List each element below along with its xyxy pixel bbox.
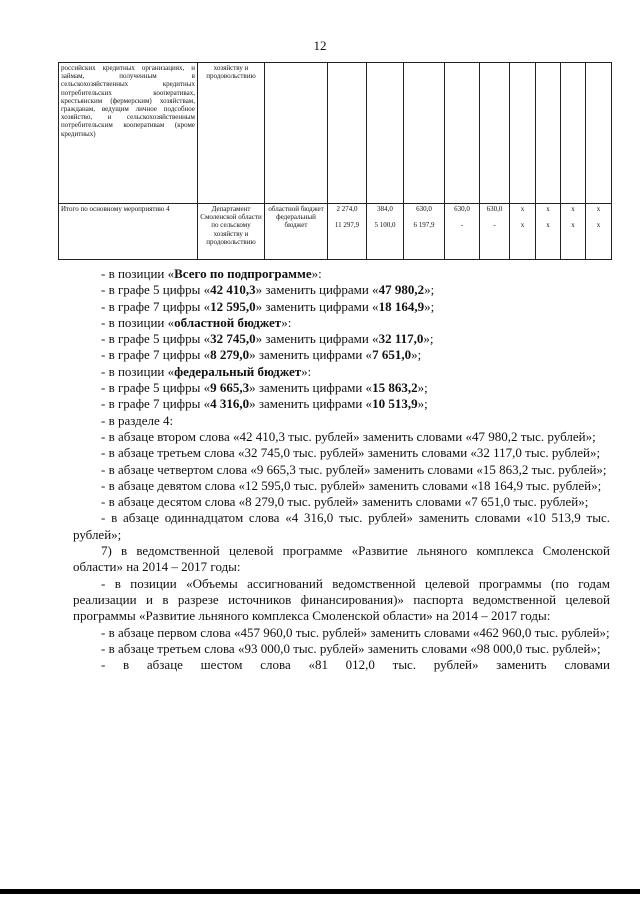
value-cell: 2 274,0 [336, 205, 358, 213]
value-cell: х [571, 221, 575, 229]
value-cell: х [546, 221, 550, 229]
text-line: - в графе 5 цифры «9 665,3» заменить цифрами «15 863,2»; [101, 380, 428, 396]
paragraph: - в абзаце четвертом слова «9 665,3 тыс. рублей» заменить словами «15 863,2 тыс. рублей»; [101, 461, 607, 477]
paragraph: - в абзаце шестом слова «81 012,0 тыс. рублей» заменить словами [101, 657, 610, 673]
paragraph: - в абзаце втором слова «42 410,3 тыс. рублей» заменить словами «47 980,2 тыс. рублей»; [101, 428, 596, 444]
text-line: - в графе 5 цифры «42 410,3» заменить цифрами «47 980,2»; [101, 282, 435, 298]
value-cell: х [520, 221, 525, 229]
value-cell: х [571, 205, 575, 213]
value-cell: - [460, 221, 464, 229]
text-line: - в позиции «федеральный бюджет»: [101, 363, 312, 379]
executor-cell: Департамент Смоленской области по сельскому хозяйству и продовольствию [198, 204, 265, 260]
value-cell: х [546, 205, 550, 213]
paragraph: - в абзаце десятом слова «8 279,0 тыс. рублей» заменить словами «7 651,0 тыс. рублей»; [101, 494, 589, 510]
text-line: - в графе 7 цифры «8 279,0» заменить цифрами «7 651,0»; [101, 347, 422, 363]
paragraph: - в абзаце одиннадцатом слова «4 316,0 тыс. рублей» заменить словами «10 513,9 тыс. рублей»; [73, 510, 610, 542]
amendment-text [73, 266, 610, 673]
value-cell: 5 100,0 [374, 221, 396, 229]
value-cell: - [493, 221, 496, 229]
paragraph: - в абзаце первом слова «457 960,0 тыс. рублей» заменить словами «462 960,0 тыс. рублей»; [101, 624, 610, 640]
source-cell [265, 204, 328, 260]
text-line: - в позиции «областной бюджет»: [101, 314, 292, 330]
text-line: - в графе 5 цифры «32 745,0» заменить цифрами «32 117,0»; [101, 331, 434, 347]
text-line: - в позиции «Всего по подпрограмме»: [101, 266, 322, 281]
value-cell: х [596, 221, 601, 229]
value-cell: 630,0 [416, 205, 432, 213]
paragraph: - в позиции «Объемы ассигнований ведомственной целевой программы (по годам реализации и в разрезе источников финансирования)» паспорта ведомственной целевой программы «Развитие льняного комплекса Смоленской области» на 2014 – 2017 годы: [73, 575, 610, 624]
page-number: 12 [313, 38, 327, 53]
text-line: - в графе 7 цифры «12 595,0» заменить цифрами «18 164,9»; [101, 298, 435, 314]
total-label: Итого по основному мероприятию 4 [59, 204, 198, 260]
value-cell: 6 197,9 [413, 221, 435, 229]
paragraph: - в абзаце девятом слова «12 595,0 тыс. рублей» заменить словами «18 164,9 тыс. рублей»; [101, 477, 602, 493]
source-regional: областной бюджет [268, 205, 324, 213]
paragraph: - в абзаце третьем слова «93 000,0 тыс. рублей» заменить словами «98 000,0 тыс. рублей»; [101, 640, 601, 656]
value-cell: х [596, 205, 601, 213]
value-cell: х [520, 205, 525, 213]
table-row [59, 204, 612, 260]
value-cell: 630,0 [486, 205, 503, 213]
source-federal: федеральный бюджет [276, 213, 316, 230]
budget-table [58, 62, 612, 260]
executor-cell: хозяйству и продовольствию [198, 63, 265, 204]
paragraph: 7) в ведомственной целевой программе «Развитие льняного комплекса Смоленской области» на 2014 – 2017 годы: [73, 543, 610, 575]
measure-description: российских кредитных организациях, и займам, полученным в сельскохозяйственных кредитных потребительских кооперативах, крестьянским (фермерским) хозяйствам, гражданам, ведущим личное подсобное хозяйство, и сельскохозяйственным потребительским кооперативам (кроме кредитных) [59, 63, 198, 204]
value-cell: 630,0 [454, 205, 470, 213]
value-cell: 384,0 [377, 205, 393, 213]
value-cell: 11 297,9 [334, 221, 360, 229]
paragraph: - в абзаце третьем слова «32 745,0 тыс. рублей» заменить словами «32 117,0 тыс. рублей»; [101, 445, 601, 461]
text-line: - в графе 7 цифры «4 316,0» заменить цифрами «10 513,9»; [101, 396, 428, 412]
text-line: - в разделе 4: [101, 412, 174, 428]
table-row [59, 63, 612, 204]
page-bottom-border [0, 889, 640, 894]
